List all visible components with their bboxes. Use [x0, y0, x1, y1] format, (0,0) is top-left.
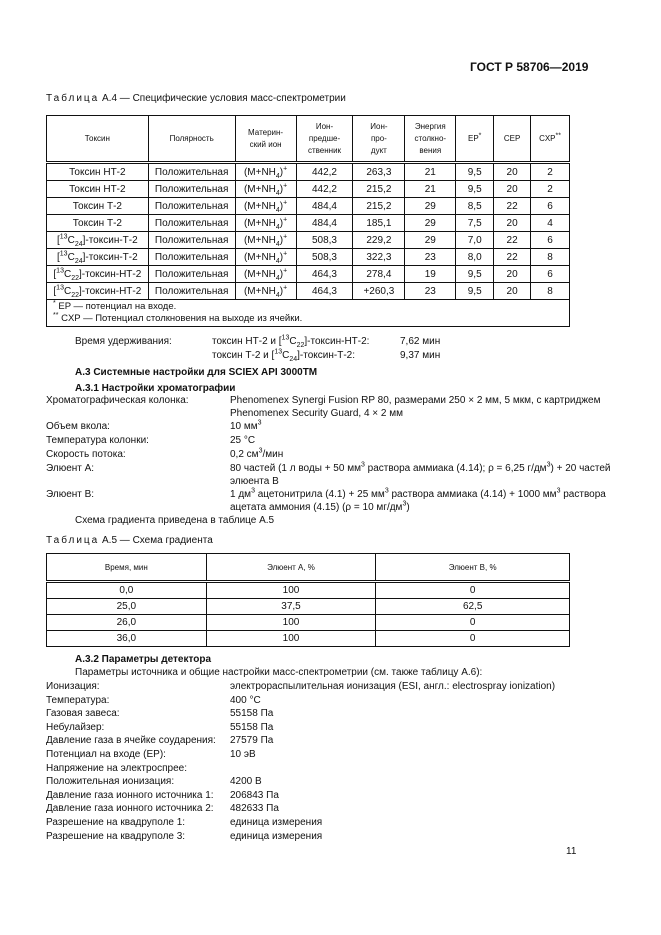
cxp-cell: 6 [531, 266, 570, 283]
table-row [47, 215, 570, 232]
ep-cell: 8,5 [456, 198, 494, 215]
precursor-cell: 442,2 [296, 181, 353, 198]
param-label: Напряжение на электроспрее: [46, 762, 187, 774]
product-cell: 322,3 [353, 249, 405, 266]
ion-cell: $(M+NH_4)^+$ [235, 266, 296, 283]
polarity-cell: Положительная [148, 163, 235, 181]
column-header: Время, мин [47, 554, 207, 582]
eluent-a-value-cont: элюента В [230, 476, 279, 487]
toxin-cell: $[^{13}C_{22}]-токсин-НТ-2$ [47, 266, 149, 283]
column-header: Элюент В, % [376, 554, 570, 582]
table-cell: 25,0 [47, 599, 207, 615]
column-header: EP* [456, 116, 494, 163]
param-label: Разрешение на квадруполе 1: [46, 817, 186, 828]
section-a3-heading: А.3 Системные настройки для SCIEX API 3000TM [75, 367, 318, 378]
energy-cell: 21 [405, 181, 456, 198]
product-cell: 229,2 [353, 232, 405, 249]
precursor-cell: 442,2 [296, 163, 353, 181]
retention-compound: токсин Т-2 и $[^{13}C_{24}]-токсин-Т-2$: [212, 348, 355, 363]
retention-time: 9,37 мин [400, 350, 441, 361]
precursor-cell: 464,3 [296, 283, 353, 300]
energy-cell: 29 [405, 232, 456, 249]
section-a32-heading: А.3.2 Параметры детектора [75, 654, 212, 665]
product-cell: 263,3 [353, 163, 405, 181]
toxin-cell: $[^{13}C_{24}]-токсин-Т-2$ [47, 232, 149, 249]
param-label: Температура: [46, 694, 110, 706]
ion-cell: $(M+NH_4)^+$ [235, 215, 296, 232]
param-label: Положительная ионизация: [46, 776, 175, 788]
table-row [47, 232, 570, 249]
cxp-cell: 8 [531, 249, 570, 266]
table-cell: 0,0 [47, 582, 207, 599]
param-label: Ионизация: [46, 681, 100, 692]
param-value: 206843 Па [230, 789, 279, 801]
param-label: Давление газа ионного источника 2: [46, 803, 214, 815]
precursor-cell: 508,3 [296, 249, 353, 266]
section-a31-heading: А.3.1 Настройки хроматографии [75, 383, 236, 394]
ep-cell: 9,5 [456, 163, 494, 181]
polarity-cell: Положительная [148, 249, 235, 266]
ep-cell: 7,5 [456, 215, 494, 232]
table-cell: 0 [376, 582, 570, 599]
eluent-b-value: 1 $дм^3$ ацетонитрила (4.1) + 25 $мм^3$ раствора аммиака (4.14) + 1000 $мм^3$ раствора [230, 487, 606, 500]
column-header: Полярность [148, 116, 235, 163]
param-value: 55158 Па [230, 708, 274, 720]
flow-label: Скорость потока: [46, 449, 126, 460]
energy-cell: 23 [405, 283, 456, 300]
eluent-b-value-cont: ацетата аммония (4.15) (ρ = 10 $мг/дм^3$) [230, 500, 410, 513]
polarity-cell: Положительная [148, 181, 235, 198]
product-cell: 215,2 [353, 181, 405, 198]
ion-cell: $(M+NH_4)^+$ [235, 249, 296, 266]
precursor-cell: 484,4 [296, 198, 353, 215]
param-value: 482633 Па [230, 803, 279, 815]
energy-cell: 23 [405, 249, 456, 266]
param-label: Давление газа в ячейке соударения: [46, 735, 216, 747]
table-cell: 0 [376, 631, 570, 647]
table-cell: 37,5 [206, 599, 376, 615]
product-cell: +260,3 [353, 283, 405, 300]
polarity-cell: Положительная [148, 283, 235, 300]
product-cell: 185,1 [353, 215, 405, 232]
detector-intro: Параметры источника и общие настройки масс-спектрометрии (см. также таблицу А.6): [75, 667, 483, 678]
table-row [47, 181, 570, 198]
column-header: Токсин [47, 116, 149, 163]
table-row [47, 198, 570, 215]
table-row [47, 283, 570, 300]
cep-cell: 22 [494, 249, 531, 266]
table-cell: 100 [206, 582, 376, 599]
temp-label: Температура колонки: [46, 435, 149, 446]
table-row [47, 599, 570, 615]
ion-cell: $(M+NH_4)^+$ [235, 232, 296, 249]
param-value: 27579 Па [230, 735, 274, 747]
polarity-cell: Положительная [148, 215, 235, 232]
cxp-cell: 6 [531, 198, 570, 215]
table-a5-caption: Таблица А.5 — Схема градиента [46, 535, 213, 546]
ep-cell: 9,5 [456, 181, 494, 198]
standard-number: ГОСТ Р 58706—2019 [470, 60, 589, 74]
cep-cell: 22 [494, 232, 531, 249]
polarity-cell: Положительная [148, 198, 235, 215]
cep-cell: 20 [494, 215, 531, 232]
column-header: Элюент А, % [206, 554, 376, 582]
energy-cell: 29 [405, 215, 456, 232]
table-row [47, 266, 570, 283]
table-cell: 62,5 [376, 599, 570, 615]
param-label: Небулайзер: [46, 721, 105, 733]
energy-cell: 29 [405, 198, 456, 215]
toxin-cell: Токсин Т-2 [47, 215, 149, 232]
ion-cell: $(M+NH_4)^+$ [235, 283, 296, 300]
table-row [47, 631, 570, 647]
table-row [47, 163, 570, 181]
energy-cell: 19 [405, 266, 456, 283]
ep-cell: 8,0 [456, 249, 494, 266]
param-value: единица измерения [230, 817, 323, 828]
cxp-cell: 6 [531, 232, 570, 249]
column-header: CEP [494, 116, 531, 163]
energy-cell: 21 [405, 163, 456, 181]
table-footnotes: * EP — потенциал на входе. ** CXP — Потенциал столкновения на выходе из ячейки. [47, 300, 570, 327]
table-cell: 0 [376, 615, 570, 631]
eluent-a-label: Элюент А: [46, 463, 95, 474]
table-row [47, 582, 570, 599]
gradient-note: Схема градиента приведена в таблице А.5 [75, 515, 275, 526]
param-label: Потенциал на входе (EP): [46, 749, 166, 760]
table-cell: 100 [206, 631, 376, 647]
ep-cell: 7,0 [456, 232, 494, 249]
table-a4 [46, 115, 570, 327]
column-header: Материн- ский ион [235, 116, 296, 163]
eluent-a-value: 80 частей (1 л воды + 50 $мм^3$ раствора аммиака (4.14); ρ = 6,25 $г/дм^3) + 20$ частей [230, 461, 611, 474]
param-value: 4200 В [230, 776, 262, 788]
table-cell: 36,0 [47, 631, 207, 647]
cxp-cell: 2 [531, 163, 570, 181]
toxin-cell: Токсин НТ-2 [47, 181, 149, 198]
toxin-cell: $[^{13}C_{22}]-токсин-НТ-2$ [47, 283, 149, 300]
table-a4-caption: Таблица А.4 — Специфические условия масс-спектрометрии [46, 93, 346, 104]
retention-label: Время удерживания: [75, 336, 172, 347]
ion-cell: $(M+NH_4)^+$ [235, 163, 296, 181]
product-cell: 278,4 [353, 266, 405, 283]
param-value: 400 °C [230, 694, 261, 706]
cep-cell: 20 [494, 266, 531, 283]
polarity-cell: Положительная [148, 266, 235, 283]
precursor-cell: 464,3 [296, 266, 353, 283]
retention-compound: токсин НТ-2 и $[^{13}C_{22}]-токсин-НТ-2$: [212, 334, 370, 349]
param-value: 10 эВ [230, 749, 256, 760]
column-label: Хроматографическая колонка: [46, 395, 189, 406]
volume-label: Объем вкола: [46, 421, 110, 432]
product-cell: 215,2 [353, 198, 405, 215]
cxp-cell: 8 [531, 283, 570, 300]
temp-value: 25 °C [230, 435, 256, 446]
eluent-b-label: Элюент В: [46, 489, 95, 500]
cep-cell: 20 [494, 181, 531, 198]
column-header: Ион- предше- ственник [296, 116, 353, 163]
table-row [47, 615, 570, 631]
toxin-cell: $[^{13}C_{24}]-токсин-Т-2$ [47, 249, 149, 266]
cep-cell: 22 [494, 198, 531, 215]
cxp-cell: 2 [531, 181, 570, 198]
table-cell: 100 [206, 615, 376, 631]
toxin-cell: Токсин НТ-2 [47, 163, 149, 181]
table-a5 [46, 553, 570, 647]
param-label: Разрешение на квадруполе 3: [46, 830, 186, 842]
precursor-cell: 484,4 [296, 215, 353, 232]
cxp-cell: 4 [531, 215, 570, 232]
volume-value: 10 $мм^3$ [230, 419, 262, 432]
table-row [47, 249, 570, 266]
precursor-cell: 508,3 [296, 232, 353, 249]
param-value: электрораспылительная ионизация (ESI, англ.: electrospray ionization) [230, 681, 556, 692]
param-label: Давление газа ионного источника 1: [46, 789, 214, 801]
table-cell: 26,0 [47, 615, 207, 631]
column-header: CXP** [531, 116, 570, 163]
column-value-cont: Phenomenex Security Guard, 4 × 2 мм [230, 408, 404, 419]
param-value: единица измерения [230, 830, 323, 842]
param-value: 55158 Па [230, 721, 274, 733]
param-label: Газовая завеса: [46, 708, 120, 720]
ep-cell: 9,5 [456, 283, 494, 300]
page-number: 11 [566, 846, 577, 857]
cep-cell: 20 [494, 283, 531, 300]
flow-value: 0,2 $см^3$/мин [230, 447, 284, 460]
toxin-cell: Токсин Т-2 [47, 198, 149, 215]
retention-time: 7,62 мин [400, 336, 441, 347]
ep-cell: 9,5 [456, 266, 494, 283]
cep-cell: 20 [494, 163, 531, 181]
polarity-cell: Положительная [148, 232, 235, 249]
ion-cell: $(M+NH_4)^+$ [235, 181, 296, 198]
column-header: Ион- про- дукт [353, 116, 405, 163]
ion-cell: $(M+NH_4)^+$ [235, 198, 296, 215]
column-header: Энергия столкно- вения [405, 116, 456, 163]
column-value: Phenomenex Synergi Fusion RP 80, размерами 250 × 2 мм, 5 мкм, с картриджем [230, 395, 601, 406]
